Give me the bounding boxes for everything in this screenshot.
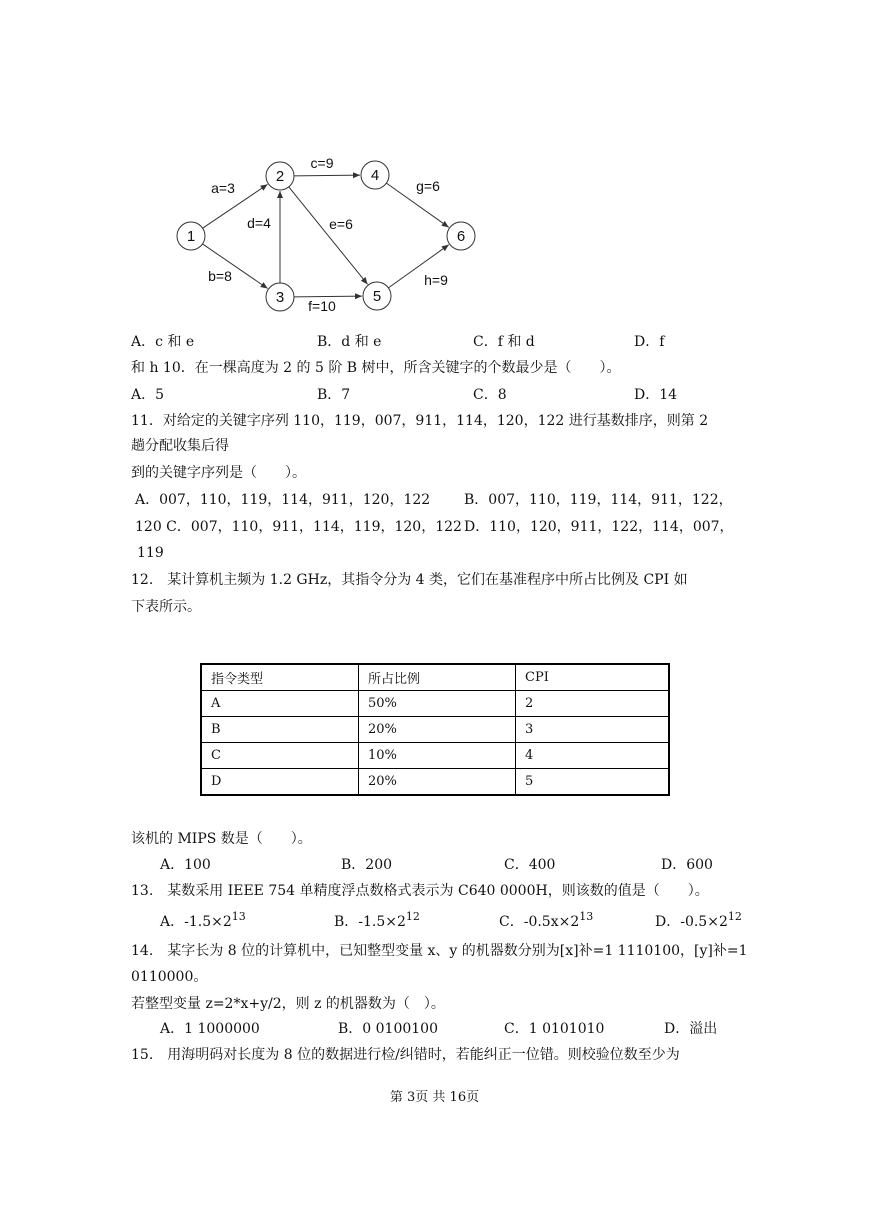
- page-footer: 第 3页 共 16页: [389, 1090, 480, 1105]
- table-header-row: [201, 664, 669, 691]
- q14-text-line2: 0110000。: [131, 969, 208, 985]
- q11-option-c: 120 C．007，110，911，114，119，120，122: [135, 519, 462, 535]
- q13-text: 13. 某数采用 IEEE 754 单精度浮点数格式表示为 C640 0000H，则该数的值是（ ）。: [131, 883, 709, 899]
- q14-text-line3: 若整型变量 z=2*x+y/2，则 z 的机器数为（ ）。: [131, 996, 445, 1012]
- q9-option-c: C．f 和 d: [473, 334, 535, 350]
- q13-option-b-base: B．-1.5×2: [334, 914, 406, 930]
- q11-option-a: A．007，110，119，114，911，120，122: [135, 492, 431, 508]
- node-label-2: 2: [275, 168, 285, 185]
- edge-3-5: [294, 296, 362, 297]
- table-cell: 10%: [359, 743, 516, 769]
- q14-option-c: C．1 0101010: [504, 1021, 605, 1037]
- q12-option-c: C．400: [504, 857, 556, 873]
- table-cell: 50%: [359, 691, 516, 717]
- q12-option-d: D．600: [661, 857, 713, 873]
- q11-option-b: B．007，110，119，114，911，122，: [464, 492, 733, 508]
- table-cell: 5: [516, 769, 670, 796]
- q13-option-b-exp: 12: [405, 910, 420, 923]
- table-cell: D: [201, 769, 359, 796]
- edge-label-1-2: a=3: [211, 180, 235, 196]
- q10-option-d: D．14: [634, 387, 678, 403]
- table-header: CPI: [516, 664, 670, 691]
- q11-text-line2: 趟分配收集后得: [131, 438, 229, 454]
- edge-2-5: [289, 187, 368, 284]
- q13-option-b: [334, 912, 420, 932]
- edge-2-4: [294, 175, 360, 176]
- edge-label-3-5: f=10: [308, 298, 336, 314]
- table-row: [201, 743, 669, 769]
- node-label-6: 6: [456, 228, 466, 245]
- node-label-4: 4: [370, 167, 380, 184]
- node-label-1: 1: [186, 228, 196, 245]
- table-row: [201, 691, 669, 717]
- q13-option-d: [655, 912, 742, 932]
- edge-label-2-5: e=6: [329, 216, 353, 232]
- q9-option-a: A．c 和 e: [131, 334, 195, 350]
- edge-label-5-6: h=9: [424, 272, 448, 288]
- node-label-5: 5: [372, 288, 382, 305]
- q9-option-d: D．f: [634, 334, 665, 350]
- table-cell: A: [201, 691, 359, 717]
- edge-label-2-4: c=9: [310, 155, 334, 171]
- q13-option-a-base: A．-1.5×2: [160, 914, 232, 930]
- q14-option-b: B．0 0100100: [338, 1021, 438, 1037]
- q11-option-d: D．110，120，911，122，114，007，: [464, 519, 734, 535]
- q12-question: 该机的 MIPS 数是（ ）。: [131, 831, 312, 847]
- edge-label-1-3: b=8: [208, 268, 232, 284]
- q13-option-d-base: D．-0.5×2: [655, 914, 728, 930]
- q13-option-c-base: C．-0.5x×2: [499, 914, 580, 930]
- q14-option-d: D．溢出: [664, 1021, 718, 1037]
- q11-option-d-cont: 119: [137, 545, 164, 561]
- q10-option-a: A．5: [131, 387, 165, 403]
- q12-text-line2: 下表所示。: [131, 599, 201, 615]
- cpi-table: [200, 663, 670, 796]
- table-row: [201, 769, 669, 796]
- edge-label-3-2: d=4: [247, 215, 271, 231]
- table-cell: B: [201, 717, 359, 743]
- directed-graph: [160, 145, 490, 325]
- q13-option-c-exp: 13: [579, 910, 594, 923]
- table-header: 指令类型: [201, 664, 359, 691]
- q12-option-b: B．200: [341, 857, 393, 873]
- q9-option-b: B．d 和 e: [317, 334, 382, 350]
- edge-label-4-6: g=6: [416, 178, 440, 194]
- table-row: [201, 717, 669, 743]
- q10-text: 和 h 10．在一棵高度为 2 的 5 阶 B 树中，所含关键字的个数最少是（ ）。: [131, 360, 621, 376]
- table-cell: 3: [516, 717, 670, 743]
- q15-text: 15. 用海明码对长度为 8 位的数据进行检/纠错时，若能纠正一位错。则校验位数至少为: [131, 1047, 680, 1063]
- q10-option-c: C．8: [473, 387, 507, 403]
- graph-edges: [203, 155, 449, 314]
- q12-text-line1: 12. 某计算机主频为 1.2 GHz，其指令分为 4 类，它们在基准程序中所占比例及 CPI 如: [131, 572, 688, 588]
- q13-option-a-exp: 13: [231, 910, 246, 923]
- table-cell: 20%: [359, 769, 516, 796]
- q14-option-a: A．1 1000000: [160, 1021, 260, 1037]
- q13-option-a: [160, 912, 246, 932]
- q13-option-c: [499, 912, 593, 932]
- table-cell: 20%: [359, 717, 516, 743]
- table-header: 所占比例: [359, 664, 516, 691]
- q11-text-line3: 到的关键字序列是（ ）。: [131, 465, 306, 481]
- table-cell: 2: [516, 691, 670, 717]
- node-label-3: 3: [275, 289, 285, 306]
- table-cell: C: [201, 743, 359, 769]
- q11-text-line1: 11．对给定的关键字序列 110，119，007，911，114，120，122 进行基数排序，则第 2: [131, 413, 709, 429]
- q10-option-b: B．7: [317, 387, 351, 403]
- table-cell: 4: [516, 743, 670, 769]
- q12-option-a: A．100: [160, 857, 211, 873]
- q13-option-d-exp: 12: [727, 910, 742, 923]
- q14-text-line1: 14. 某字长为 8 位的计算机中，已知整型变量 x、y 的机器数分别为[x]补=1 1110100，[y]补=1: [131, 943, 748, 959]
